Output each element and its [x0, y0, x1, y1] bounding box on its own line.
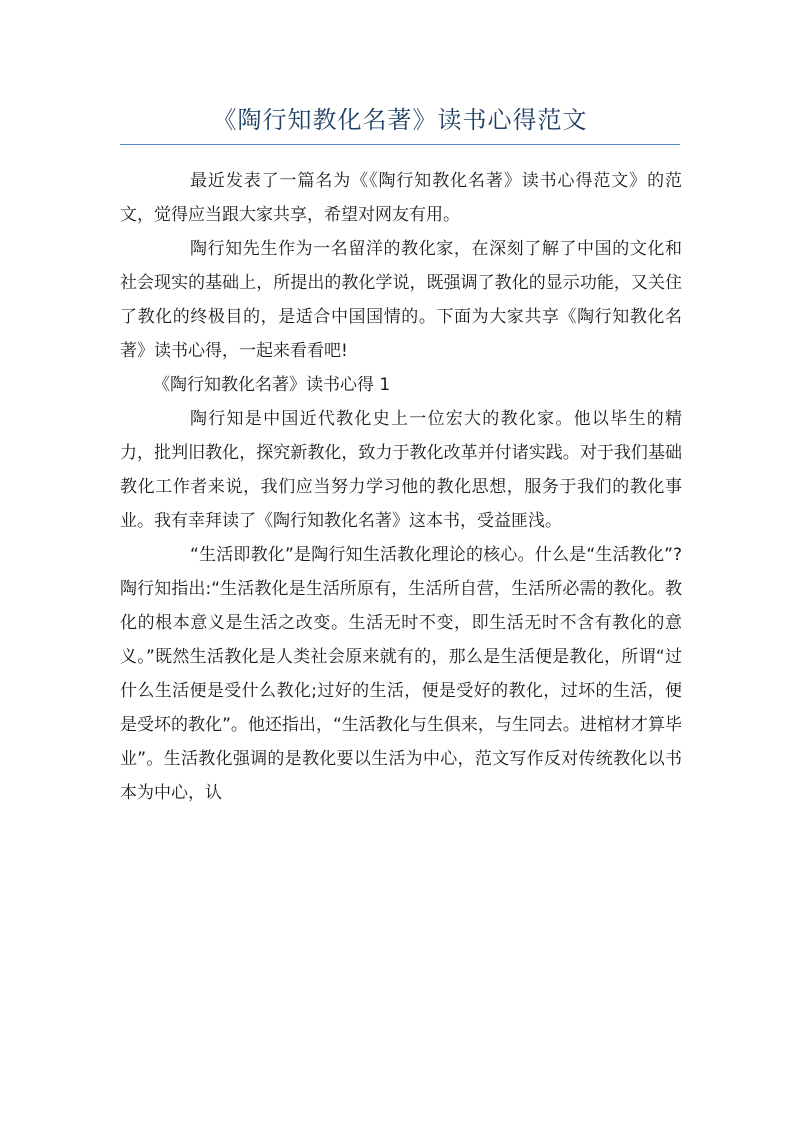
document-title: 《陶行知教化名著》读书心得范文 [212, 106, 588, 134]
document-body [120, 164, 682, 810]
section-heading: 《陶行知教化名著》读书心得 1 [153, 375, 391, 395]
paragraph-section-1: 陶行知是中国近代教化史上一位宏大的教化家。他以毕生的精力，批判旧教化，探究新教化，致力于教化改革并付诸实践。对于我们基础教化工作者来说，我们应当努力学习他的教化思想，服务于我们的教化事业。我有幸拜读了《陶行知教化名著》这本书，受益匪浅。 [120, 409, 682, 531]
title-underline [120, 144, 680, 145]
paragraph-section-2: “生活即教化”是陶行知生活教化理论的核心。什么是“生活教化”?陶行知指出:“生活教化是生活所原有，生活所自营，生活所必需的教化。教化的根本意义是生活之改变。生活无时不变，即生活无时不含有教化的意义。”既然生活教化是人类社会原来就有的，那么是生活便是教化，所谓“过什么生活便是受什么教化;过好的生活，便是受好的教化，过坏的生活，便是受坏的教化”。他还指出，“生活教化与生俱来，与生同去。进棺材才算毕业”。生活教化强调的是教化要以生活为中心，范文写作反对传统教化以书本为中心，认 [120, 545, 682, 803]
paragraph-intro: 最近发表了一篇名为《《陶行知教化名著》读书心得范文》的范文，觉得应当跟大家共享，希望对网友有用。 [120, 171, 682, 225]
paragraph-summary: 陶行知先生作为一名留洋的教化家，在深刻了解了中国的文化和社会现实的基础上，所提出的教化学说，既强调了教化的显示功能，又关住了教化的终极目的，是适合中国国情的。下面为大家共享《陶行知教化名著》读书心得，一起来看看吧! [120, 239, 682, 361]
